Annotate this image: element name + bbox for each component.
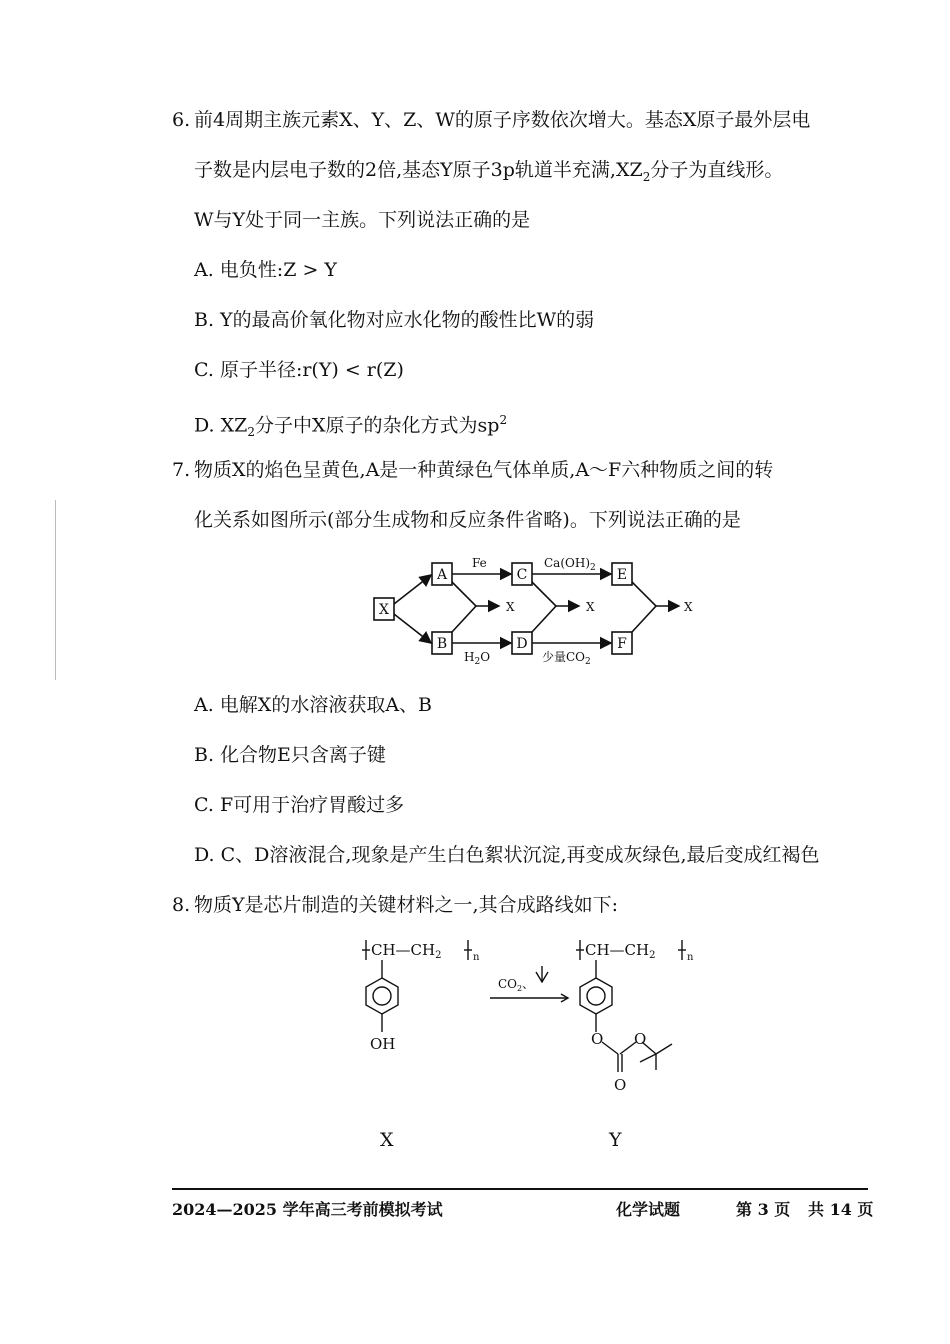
output-x-1: X	[506, 600, 515, 614]
q7-stem-line2: 化关系如图所示(部分生成物和反应条件省略)。下列说法正确的是	[194, 509, 741, 531]
x-oh: OH	[370, 1035, 396, 1053]
q6-number: 6.	[172, 109, 191, 131]
node-c: C	[516, 567, 528, 583]
q7-number: 7.	[172, 459, 191, 481]
q6-stem-line2: 子数是内层电子数的2倍,基态Y原子3p轨道半充满$,XZ_2$分子为直线形。	[194, 159, 784, 184]
footer-exam-name: 2024—2025 学年高三考前模拟考试	[172, 1200, 443, 1219]
q7-option-a[interactable]: A. 电解X的水溶液获取A、B	[194, 694, 433, 716]
q6-stem-line1: 前4周期主族元素X、Y、Z、W的原子序数依次增大。基态X原子最外层电	[194, 109, 811, 131]
node-b: B	[436, 636, 448, 652]
output-x-2: X	[586, 600, 595, 614]
y-o-ester: O	[591, 1030, 604, 1048]
binding-mark	[55, 500, 56, 680]
q7-option-b[interactable]: B. 化合物E只含离子键	[194, 744, 386, 766]
q8-number: 8.	[172, 894, 191, 916]
q7-stem-line1: 物质X的焰色呈黄色,A是一种黄绿色气体单质,A～F六种物质之间的转	[194, 459, 774, 481]
y-o-carbonyl: O	[614, 1076, 627, 1094]
q6-option-b[interactable]: B. Y的最高价氧化物对应水化物的酸性比W的弱	[194, 309, 595, 331]
x-repeat-unit: $CH—CH_2$	[371, 941, 442, 961]
node-d: D	[516, 636, 528, 652]
q8-stem-line1: 物质Y是芯片制造的关键材料之一,其合成路线如下:	[194, 894, 618, 916]
footer-page-number: 第 3 页	[736, 1200, 791, 1219]
label-x: X	[380, 1129, 394, 1151]
q8-synthesis-route	[356, 930, 716, 1110]
q7-option-d[interactable]: D. C、D溶液混合,现象是产生白色絮状沉淀,再变成灰绿色,最后变成红褐色	[194, 844, 820, 866]
reagent-co2: $CO_2$、	[498, 977, 535, 993]
q6-option-d[interactable]: D. $XZ_2$分子中X原子的杂化方式为$sp^2$	[194, 413, 508, 440]
node-x: X	[379, 602, 389, 618]
q7-transformation-diagram	[360, 548, 700, 678]
label-h2o: $H_2O$	[464, 650, 491, 667]
q7-option-c[interactable]: C. F可用于治疗胃酸过多	[194, 794, 405, 816]
label-caoh2: $Ca(OH)_2$	[544, 556, 596, 573]
footer-total-pages: 共 14 页	[808, 1200, 874, 1219]
y-o-ether: O	[634, 1030, 647, 1048]
q6-option-a[interactable]: A. 电负性:Z > Y	[194, 259, 337, 281]
y-n: n	[687, 952, 694, 963]
footer-subject: 化学试题	[616, 1200, 681, 1219]
label-co2: 少量$CO_2$	[542, 650, 591, 667]
page-footer	[172, 1188, 874, 1219]
q6-option-c[interactable]: C. 原子半径:r(Y) < r(Z)	[194, 359, 404, 381]
label-fe: Fe	[472, 556, 487, 570]
label-y: Y	[609, 1129, 622, 1151]
q6-stem-line3: W与Y处于同一主族。下列说法正确的是	[194, 209, 531, 231]
x-n: n	[473, 952, 480, 963]
node-e: E	[616, 567, 628, 583]
output-x-3: X	[684, 600, 693, 614]
node-f: F	[617, 636, 627, 652]
node-a: A	[436, 567, 448, 583]
y-repeat-unit: $CH—CH_2$	[585, 941, 656, 961]
